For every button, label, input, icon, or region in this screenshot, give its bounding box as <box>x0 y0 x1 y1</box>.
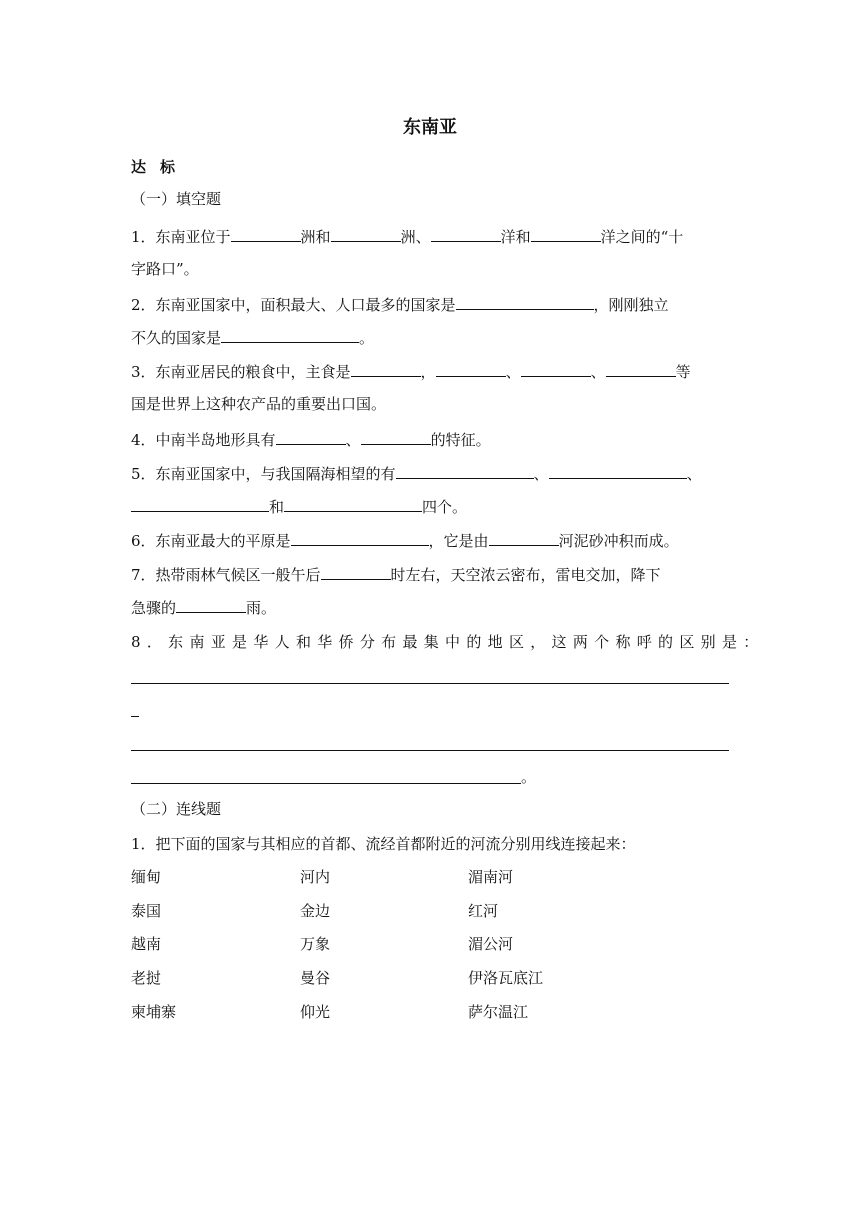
question-1-line-2: 字路口”。 <box>131 260 199 278</box>
q1-text-c: 洲、 <box>400 228 431 246</box>
match-question-1: 1．把下面的国家与其相应的首都、流经首都附近的河流分别用线连接起来： <box>131 835 636 853</box>
q3-blank-1[interactable] <box>351 360 421 377</box>
river-item[interactable]: 伊洛瓦底江 <box>468 969 544 987</box>
q7-text-c: 急骤的 <box>131 599 177 617</box>
q3-text-d: 、 <box>590 363 606 381</box>
country-item[interactable]: 越南 <box>131 935 162 953</box>
q1-blank-2[interactable] <box>331 225 401 242</box>
q3-blank-4[interactable] <box>606 360 676 377</box>
q3-text-c: 、 <box>505 363 521 381</box>
q5-blank-4[interactable] <box>284 495 422 512</box>
river-item[interactable]: 湄南河 <box>468 868 514 886</box>
country-item[interactable]: 泰国 <box>131 902 162 920</box>
q1-blank-1[interactable] <box>231 225 301 242</box>
q2-text-c: 不久的国家是 <box>131 329 222 347</box>
q3-text-a: 3．东南亚居民的粮食中，主食是 <box>131 363 351 381</box>
q5-blank-3[interactable] <box>131 495 269 512</box>
page-title: 东南亚 <box>403 117 457 138</box>
q5-text-c: 、 <box>686 465 702 483</box>
q2-text-b: ，刚刚独立 <box>593 296 669 314</box>
country-item[interactable]: 老挝 <box>131 969 162 987</box>
q2-blank-2[interactable] <box>221 326 359 343</box>
question-7-line-2 <box>131 596 729 619</box>
q7-text-a: 7．热带雨林气候区一般午后 <box>131 566 321 584</box>
q1-text-b: 洲和 <box>300 228 331 246</box>
q2-text-a: 2．东南亚国家中，面积最大、人口最多的国家是 <box>131 296 456 314</box>
q3-blank-3[interactable] <box>521 360 591 377</box>
capital-item[interactable]: 仰光 <box>300 1003 331 1021</box>
section-fill-label: （一）填空题 <box>131 190 222 208</box>
question-8: 8．东南亚是华人和华侨分布最集中的地区，这两个称呼的区别是： <box>131 633 765 651</box>
q4-text-b: 、 <box>345 431 361 449</box>
q1-blank-4[interactable] <box>531 225 601 242</box>
question-1-line-1 <box>131 225 729 248</box>
capital-item[interactable]: 河内 <box>300 868 331 886</box>
q4-text-c: 的特征。 <box>430 431 491 449</box>
question-7-line-1 <box>131 563 729 586</box>
river-item[interactable]: 红河 <box>468 902 499 920</box>
q2-blank-1[interactable] <box>456 293 594 310</box>
country-item[interactable]: 柬埔寨 <box>131 1003 177 1021</box>
river-item[interactable]: 萨尔温江 <box>468 1003 529 1021</box>
q2-text-d: 。 <box>359 329 375 347</box>
q6-text-a: 6．东南亚最大的平原是 <box>131 532 291 550</box>
q8-answer-line-2[interactable] <box>131 750 729 751</box>
question-4 <box>131 428 729 451</box>
q8-answer-line-1[interactable] <box>131 683 729 684</box>
q3-blank-2[interactable] <box>436 360 506 377</box>
q3-text-b: ， <box>420 363 436 381</box>
q6-blank-2[interactable] <box>489 529 559 546</box>
capital-item[interactable]: 金边 <box>300 902 331 920</box>
question-3-line-1 <box>131 360 729 383</box>
question-3-line-2: 国是世界上这种农产品的重要出口国。 <box>131 395 387 413</box>
question-6 <box>131 529 729 552</box>
q5-text-b: 、 <box>533 465 549 483</box>
river-item[interactable]: 湄公河 <box>468 935 514 953</box>
q6-text-c: 河泥砂冲积而成。 <box>558 532 679 550</box>
question-2-line-2 <box>131 326 729 349</box>
q7-blank-2[interactable] <box>176 596 246 613</box>
section-heading: 达标 <box>131 158 190 176</box>
question-2-line-1 <box>131 293 729 316</box>
q8-answer-line-3[interactable] <box>131 783 521 784</box>
q8-answer-stub <box>131 716 139 717</box>
country-item[interactable]: 缅甸 <box>131 868 162 886</box>
capital-item[interactable]: 曼谷 <box>300 969 331 987</box>
q1-text-d: 洋和 <box>500 228 531 246</box>
question-5-line-2 <box>131 495 729 518</box>
q6-blank-1[interactable] <box>291 529 429 546</box>
q8-end-mark: 。 <box>521 768 537 786</box>
question-5-line-1 <box>131 462 729 485</box>
q5-blank-1[interactable] <box>396 462 534 479</box>
q5-text-e: 四个。 <box>422 498 468 516</box>
q7-text-d: 雨。 <box>246 599 277 617</box>
q7-text-b: 时左右，天空浓云密布，雷电交加，降下 <box>390 566 661 584</box>
q6-text-b: ，它是由 <box>428 532 489 550</box>
q1-text-a: 1．东南亚位于 <box>131 228 231 246</box>
q5-text-a: 5．东南亚国家中，与我国隔海相望的有 <box>131 465 396 483</box>
q1-blank-3[interactable] <box>431 225 501 242</box>
q7-blank-1[interactable] <box>321 563 391 580</box>
q5-text-d: 和 <box>269 498 285 516</box>
q1-text-e: 洋之间的“十 <box>600 228 684 246</box>
q4-blank-2[interactable] <box>361 428 431 445</box>
q3-text-e: 等 <box>675 363 691 381</box>
q4-text-a: 4．中南半岛地形具有 <box>131 431 276 449</box>
capital-item[interactable]: 万象 <box>300 935 331 953</box>
section-match-label: （二）连线题 <box>131 800 222 818</box>
q4-blank-1[interactable] <box>276 428 346 445</box>
q5-blank-2[interactable] <box>549 462 687 479</box>
